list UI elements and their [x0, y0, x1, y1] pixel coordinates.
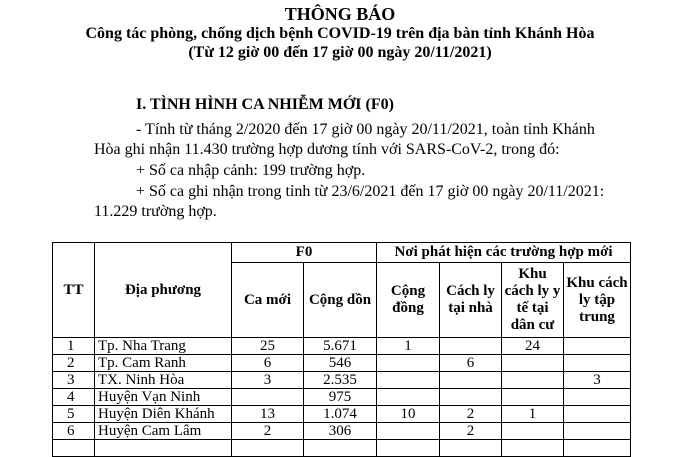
row-home: 2: [440, 406, 502, 423]
row-locality: TX. Ninh Hòa: [95, 372, 232, 389]
table-row: [53, 372, 631, 389]
row-community: [377, 355, 440, 372]
row-residential: [502, 389, 564, 406]
row-locality: Huyện Vạn Ninh: [95, 389, 232, 406]
row-community: 10: [377, 406, 440, 423]
row-community: [377, 423, 440, 440]
row-residential: 24: [502, 338, 564, 355]
table-row: [53, 389, 631, 406]
row-locality: Huyện Diên Khánh: [95, 406, 232, 423]
row-tt: 6: [53, 423, 95, 440]
row-total: 546: [304, 355, 377, 372]
cases-table: [52, 242, 631, 457]
row-residential: [502, 355, 564, 372]
row-new: 2: [232, 423, 304, 440]
paragraph-imported: + Số ca nhập cảnh: 199 trường hợp.: [136, 162, 366, 179]
row-home: [440, 389, 502, 406]
report-period: (Từ 12 giờ 00 đến 17 giờ 00 ngày 20/11/2021): [188, 44, 492, 61]
document-title: THÔNG BÁO: [284, 4, 396, 24]
row-community: [377, 372, 440, 389]
header-new-cases: Ca mới: [232, 263, 304, 338]
row-total: 2.535: [304, 372, 377, 389]
row-central: [564, 389, 631, 406]
row-tt: 1: [53, 338, 95, 355]
row-total: 1.074: [304, 406, 377, 423]
header-central-isolation: Khu cách ly tập trung: [564, 263, 631, 338]
row-community: [377, 389, 440, 406]
document-subtitle: Công tác phòng, chống dịch bệnh COVID-19 trên địa bàn tỉnh Khánh Hòa: [85, 25, 595, 42]
row-home: [440, 372, 502, 389]
section-heading: I. TÌNH HÌNH CA NHIỄM MỚI (F0): [136, 96, 394, 113]
row-total: 5.671: [304, 338, 377, 355]
row-central: [564, 406, 631, 423]
paragraph-local-line2: 11.229 trường hợp.: [94, 203, 217, 220]
row-home: 2: [440, 423, 502, 440]
row-tt: 3: [53, 372, 95, 389]
row-total: 306: [304, 423, 377, 440]
row-locality: Huyện Cam Lâm: [95, 423, 232, 440]
row-locality: Tp. Nha Trang: [95, 338, 232, 355]
row-total: 975: [304, 389, 377, 406]
header-locality: Địa phương: [95, 243, 232, 338]
row-tt: 2: [53, 355, 95, 372]
row-community: 1: [377, 338, 440, 355]
row-home: 6: [440, 355, 502, 372]
row-home: [440, 338, 502, 355]
header-tt: TT: [53, 243, 95, 338]
header-f0: F0: [232, 243, 377, 263]
row-residential: [502, 372, 564, 389]
paragraph-total-line1: - Tính từ tháng 2/2020 đến 17 giờ 00 ngày 20/11/2021, toàn tỉnh Khánh: [136, 121, 595, 138]
header-home-isolation: Cách ly tại nhà: [440, 263, 502, 338]
header-cumulative: Cộng dồn: [304, 263, 377, 338]
row-residential: [502, 423, 564, 440]
row-central: [564, 423, 631, 440]
header-found-location: Nơi phát hiện các trường hợp mới: [377, 243, 631, 263]
row-residential: 1: [502, 406, 564, 423]
header-residential-isolation: Khu cách ly y tế tại dân cư: [502, 263, 564, 338]
table-row: [53, 406, 631, 423]
row-central: [564, 338, 631, 355]
row-central: 3: [564, 372, 631, 389]
table-row: [53, 423, 631, 440]
header-community: Cộng đồng: [377, 263, 440, 338]
paragraph-local-line1: + Số ca ghi nhận trong tỉnh từ 23/6/2021 đến 17 giờ 00 ngày 20/11/2021:: [136, 183, 605, 200]
paragraph-total-line2: Hòa ghi nhận 11.430 trường hợp dương tính với SARS-CoV-2, trong đó:: [94, 141, 560, 158]
row-new: 3: [232, 372, 304, 389]
row-new: [232, 389, 304, 406]
row-new: 6: [232, 355, 304, 372]
row-locality: Tp. Cam Ranh: [95, 355, 232, 372]
table-row: [53, 338, 631, 355]
row-tt: 4: [53, 389, 95, 406]
row-central: [564, 355, 631, 372]
row-new: 25: [232, 338, 304, 355]
table-row: [53, 355, 631, 372]
row-new: 13: [232, 406, 304, 423]
row-tt: 5: [53, 406, 95, 423]
